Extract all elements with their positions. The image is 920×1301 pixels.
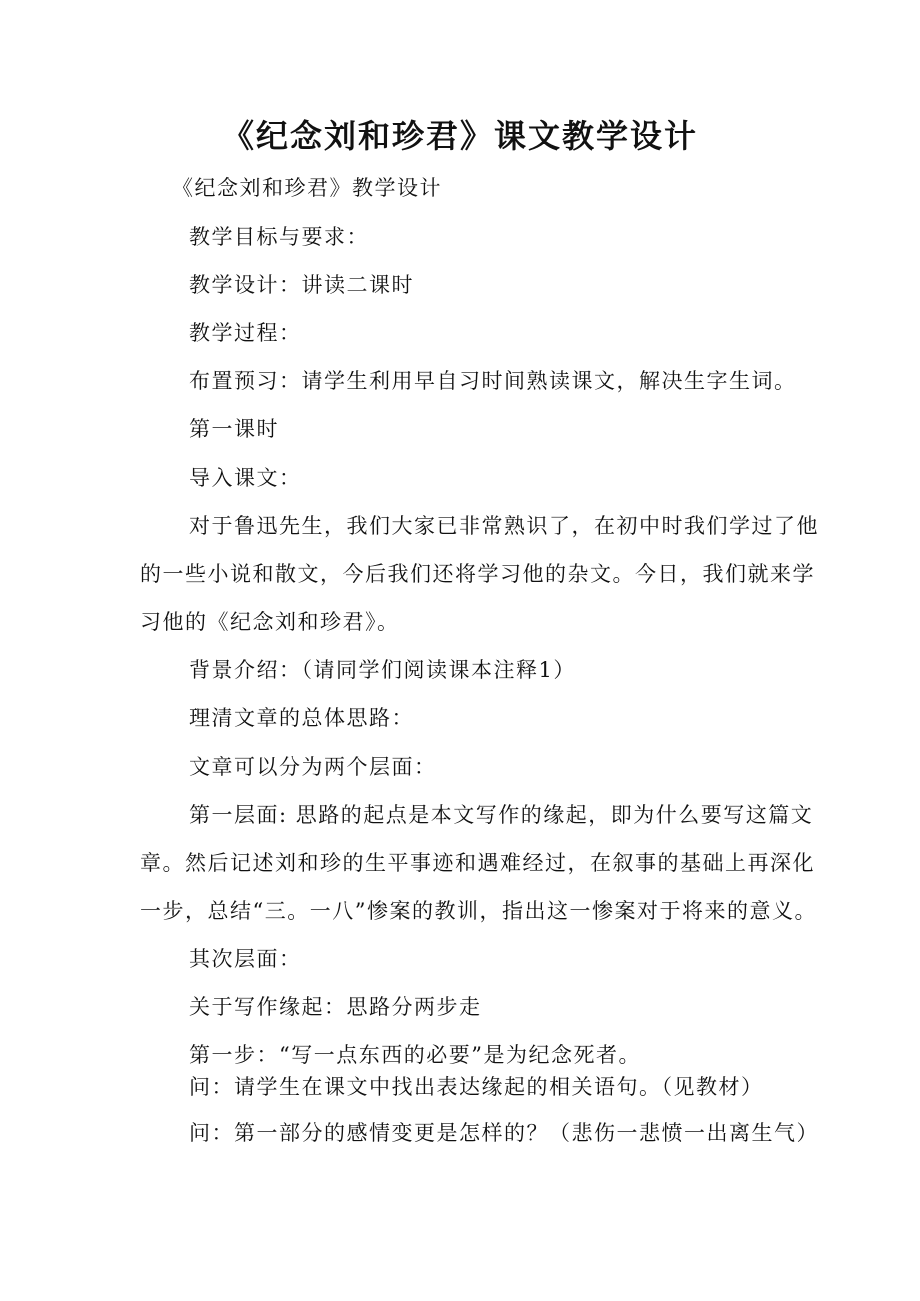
subtitle-line: 《纪念刘和珍君》教学设计 <box>172 176 442 200</box>
paragraph-line: 理清文章的总体思路： <box>189 706 414 730</box>
paragraph-line: 问：第一部分的感情变更是怎样的？（悲伤一悲愤一出离生气） <box>189 1121 819 1145</box>
paragraph-line: 第一步：“写一点东西的必要”是为纪念死者。 <box>189 1043 641 1067</box>
paragraph-line: 教学设计：讲读二课时 <box>189 273 414 297</box>
paragraph-line: 问：请学生在课文中找出表达缘起的相关语句。（见教材） <box>189 1075 764 1099</box>
paragraph-line: 一步，总结“三。一八”惨案的教训，指出这一惨案对于将来的意义。 <box>140 899 817 923</box>
paragraph-line: 文章可以分为两个层面： <box>189 755 437 779</box>
paragraph-line: 教学过程： <box>189 321 302 345</box>
paragraph-line: 对于鲁迅先生，我们大家已非常熟识了，在初中时我们学过了他 <box>189 514 819 538</box>
paragraph-line: 导入课文： <box>189 466 302 490</box>
paragraph-line: 关于写作缘起：思路分两步走 <box>189 995 482 1019</box>
document-title: 《纪念刘和珍君》课文教学设计 <box>221 117 698 155</box>
paragraph-line: 其次层面： <box>189 947 302 971</box>
paragraph-line: 布置预习：请学生利用早自习时间熟读课文，解决生字生词。 <box>189 369 797 393</box>
paragraph-line: 第一层面: 思路的起点是本文写作的缘起，即为什么要写这篇文 <box>189 803 814 827</box>
paragraph-line: 第一课时 <box>189 417 279 441</box>
paragraph-line: 章。然后记述刘和珍的生平事迹和遇难经过，在叙事的基础上再深化 <box>140 851 815 875</box>
paragraph-line: 背景介绍：（请同学们阅读课本注释1） <box>189 658 576 682</box>
paragraph-line: 教学目标与要求： <box>189 225 369 249</box>
paragraph-line: 习他的《纪念刘和珍君》。 <box>140 610 400 634</box>
paragraph-line: 的一些小说和散文，今后我们还将学习他的杂文。今日，我们就来学 <box>140 562 815 586</box>
